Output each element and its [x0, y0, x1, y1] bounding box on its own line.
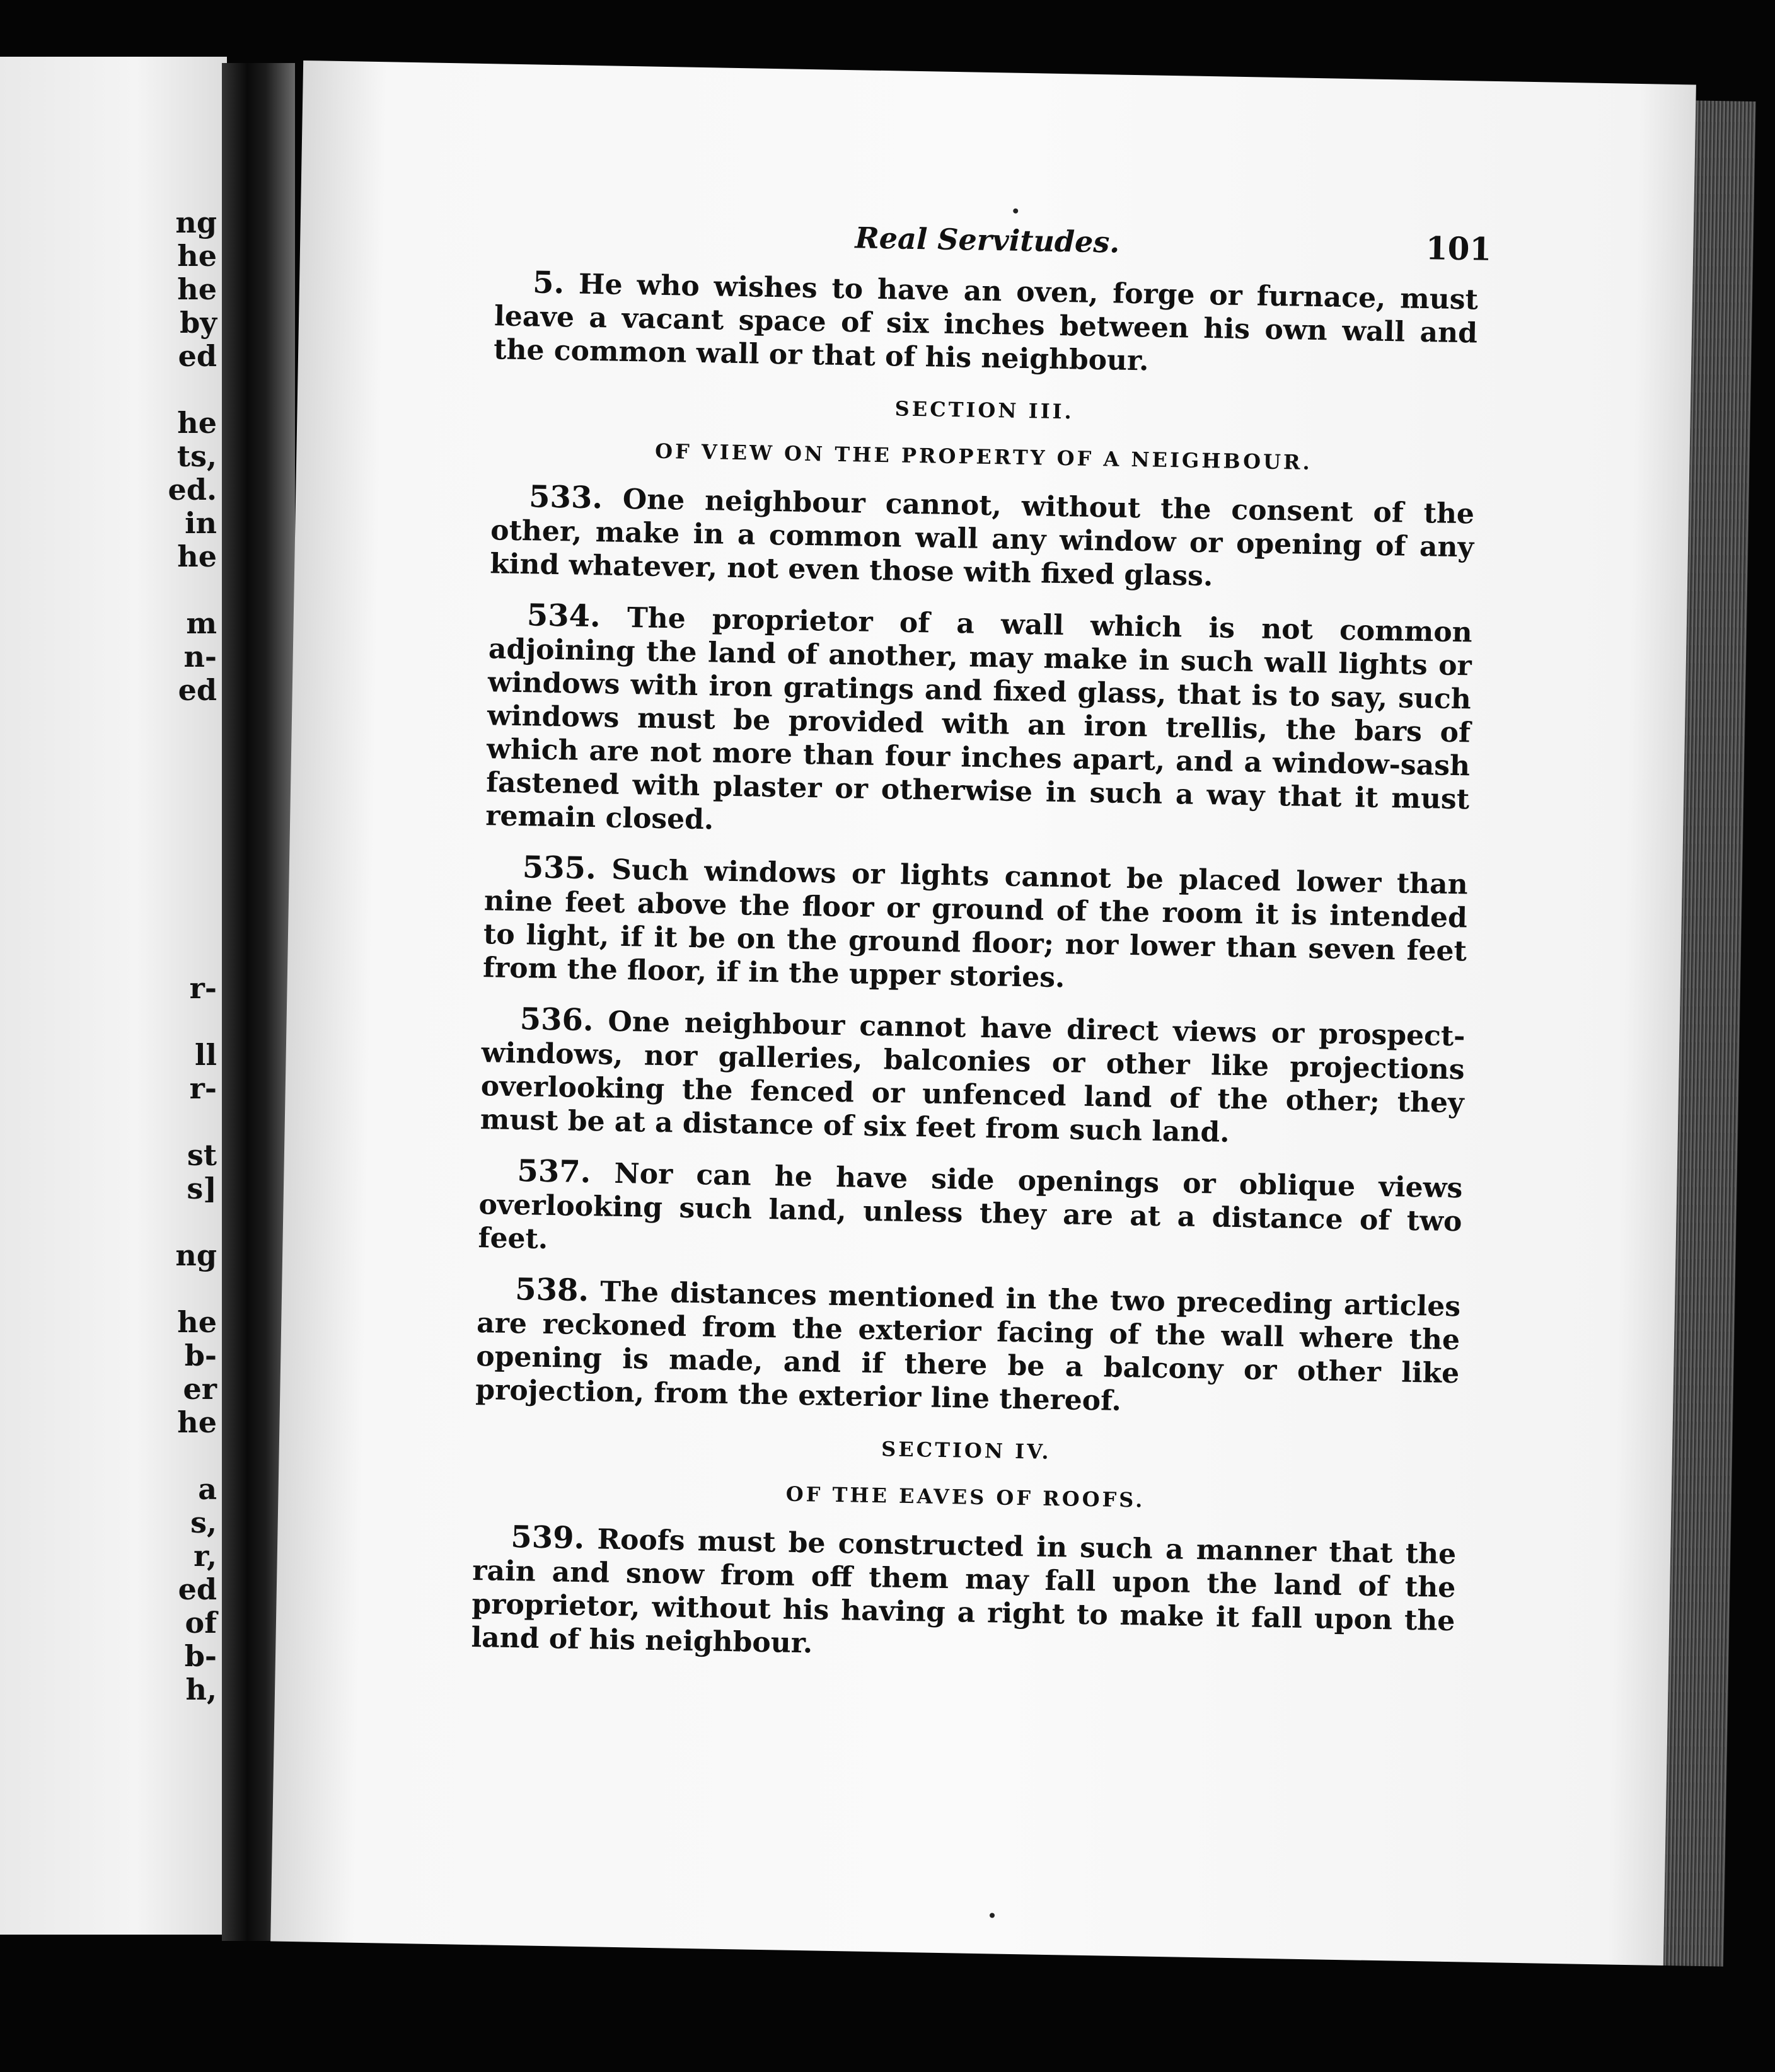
ink-speck — [990, 1913, 995, 1918]
left-page-fragment: b- — [184, 1338, 217, 1373]
article-text: Roofs must be constructed in such a manner that the rain and snow from off them may fall upon the land of the proprietor, without his having a right to make it fall upon the land of his neighbour. — [471, 1523, 1457, 1660]
left-page-fragment: r- — [189, 971, 217, 1005]
left-page-fragment: ed. — [168, 473, 217, 507]
left-page-fragment: in — [185, 506, 217, 540]
article-number: 539. — [510, 1519, 585, 1557]
article-text: The proprietor of a wall which is not common adjoining the land of another, may make in such wall lights or windows with iron gratings and fixed glass, that is to say, such windows must be provided with an iron trellis, the bars of which are not more than four inches apart, and a window-sash fastened with plaster or otherwise in such a way that it must remain closed. — [485, 602, 1473, 836]
left-page-fragment: r, — [194, 1539, 217, 1573]
left-page-fragment: s, — [190, 1505, 217, 1540]
paragraph-5 — [494, 265, 1479, 383]
page-text-block — [471, 215, 1492, 1689]
article-number: 537. — [517, 1153, 591, 1190]
left-page-fragment: ng — [175, 205, 217, 239]
article-536 — [480, 1002, 1465, 1153]
ink-speck — [1013, 209, 1018, 214]
left-page-fragment: ng — [175, 1238, 217, 1272]
article-537 — [478, 1154, 1463, 1272]
left-page-fragment: st — [187, 1138, 217, 1172]
paragraph-text: He who wishes to have an oven, forge or furnace, must leave a vacant space of six inches between his own wall and the common wall or that of his neighbour. — [493, 268, 1479, 377]
left-page-fragment: n- — [183, 640, 217, 674]
article-text: One neighbour cannot have direct views or prospect-windows, nor galleries, balconies or other like projections overlooking the fenced or unfenced land of the other; they must be at a distance of six feet from such land. — [480, 1005, 1466, 1149]
left-page-fragment: m — [186, 606, 217, 640]
left-page-fragment: a — [198, 1472, 217, 1506]
paragraph-number: 5. — [532, 265, 565, 301]
left-page-fragment: ts, — [176, 439, 217, 473]
page-number: 101 — [1425, 229, 1492, 268]
left-page-fragment: ed — [178, 1572, 217, 1606]
left-page-fragment: er — [183, 1372, 217, 1406]
article-text: The distances mentioned in the two preceding articles are reckoned from the exterior facing of the wall where the opening is made, and if there be a balcony or other like projection, from the exterior line thereof. — [475, 1275, 1461, 1417]
left-page-fragment: he — [177, 1305, 217, 1339]
article-text: One neighbour cannot, without the consent of the other, make in a common wall any window or opening of any kind whatever, not even those with fixed glass. — [489, 483, 1475, 593]
left-page-fragment: he — [177, 272, 217, 306]
right-page — [270, 60, 1696, 1966]
left-page-fragment: ll — [195, 1038, 217, 1072]
article-538 — [475, 1272, 1460, 1424]
article-text: Such windows or lights cannot be placed lower than nine feet above the floor or ground of the room it is intended to light, if it be on the ground floor; nor lower than seven feet from the floor, if in the upper stories. — [482, 853, 1469, 994]
left-page-text-fragments — [0, 57, 227, 1935]
article-539 — [471, 1520, 1456, 1671]
section-3-title: OF VIEW ON THE PROPERTY OF A NEIGHBOUR. — [654, 439, 1312, 475]
section-4-title: OF THE EAVES OF ROOFS. — [785, 1482, 1145, 1512]
left-page — [0, 57, 227, 1935]
left-page-fragment: he — [177, 539, 217, 573]
left-page-fragment: h, — [185, 1672, 217, 1707]
article-534 — [485, 598, 1472, 849]
section-4-heading: SECTION IV. — [881, 1437, 1051, 1464]
article-535 — [483, 850, 1468, 1001]
article-number: 533. — [528, 479, 603, 516]
article-533 — [490, 480, 1475, 597]
left-page-fragment: ed — [178, 673, 217, 707]
article-number: 534. — [526, 597, 601, 635]
article-number: 536. — [519, 1001, 594, 1039]
left-page-fragment: by — [180, 306, 217, 340]
left-page-fragment: he — [177, 406, 217, 440]
article-number: 538. — [514, 1272, 589, 1309]
running-title: Real Servitudes. — [855, 221, 1120, 260]
article-number: 535. — [522, 849, 597, 887]
left-page-fragment: b- — [184, 1639, 217, 1673]
section-3-heading: SECTION III. — [894, 396, 1075, 424]
left-page-fragment: he — [177, 1405, 217, 1439]
article-text: Nor can he have side openings or oblique views overlooking such land, unless they are at a distance of two feet. — [478, 1157, 1463, 1255]
left-page-fragment: s] — [187, 1171, 217, 1206]
left-page-fragment: r- — [189, 1071, 217, 1105]
left-page-fragment: ed — [178, 339, 217, 373]
left-page-fragment: he — [177, 239, 217, 273]
left-page-fragment: of — [185, 1606, 217, 1640]
